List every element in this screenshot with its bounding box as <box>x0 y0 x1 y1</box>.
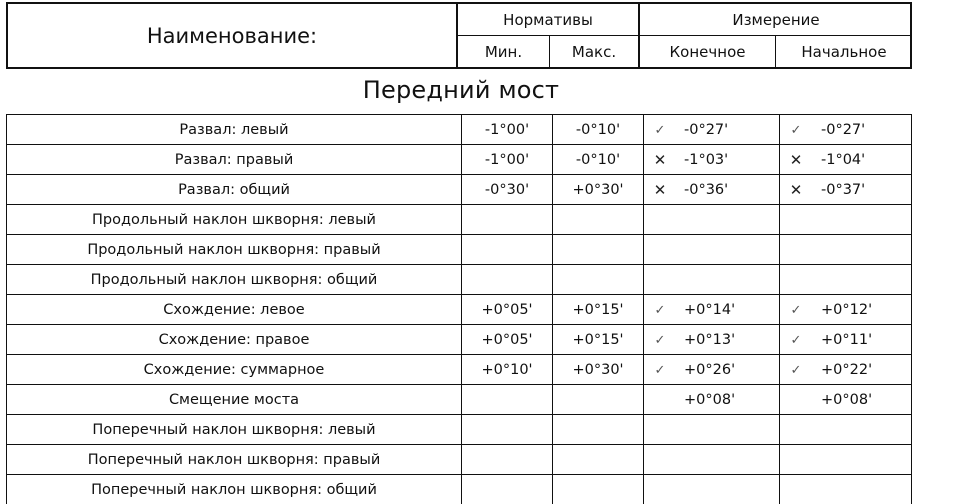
check-mark-icon: ✓ <box>654 122 666 138</box>
parameter-name: Поперечный наклон шкворня: левый <box>7 415 462 445</box>
check-mark-icon: ✓ <box>790 332 802 348</box>
header-name: Наименование: <box>8 4 458 67</box>
initial-measurement-value: -0°37' <box>821 182 866 198</box>
norm-max-value <box>553 445 644 475</box>
check-mark-icon: ✓ <box>790 122 802 138</box>
table-row <box>7 175 911 205</box>
initial-measurement-value: +0°11' <box>821 332 873 348</box>
norm-max-value <box>553 235 644 265</box>
final-measurement-cell <box>644 295 780 325</box>
front-axle-table <box>6 114 912 504</box>
final-measurement-cell <box>644 355 780 385</box>
final-measurement-cell <box>644 115 780 145</box>
initial-measurement-cell <box>780 355 911 385</box>
norm-max-value: +0°30' <box>553 355 644 385</box>
parameter-name: Схождение: суммарное <box>7 355 462 385</box>
parameter-name: Развал: общий <box>7 175 462 205</box>
fail-x-icon: ✕ <box>653 181 667 199</box>
table-row <box>7 385 911 415</box>
final-measurement-cell <box>644 415 780 445</box>
check-mark-icon: ✓ <box>790 302 802 318</box>
initial-measurement-cell <box>780 145 911 175</box>
parameter-name: Продольный наклон шкворня: общий <box>7 265 462 295</box>
initial-measurement-value: +0°22' <box>821 362 873 378</box>
table-row <box>7 235 911 265</box>
final-measurement-cell <box>644 475 780 504</box>
initial-measurement-value: +0°08' <box>821 392 873 408</box>
final-measurement-value: -0°27' <box>684 122 729 138</box>
parameter-name: Смещение моста <box>7 385 462 415</box>
initial-measurement-cell <box>780 265 911 295</box>
table-row <box>7 265 911 295</box>
final-measurement-value: +0°14' <box>684 302 736 318</box>
table-row <box>7 295 911 325</box>
initial-measurement-cell <box>780 475 911 504</box>
initial-measurement-cell <box>780 415 911 445</box>
norm-min-value: +0°10' <box>462 355 553 385</box>
header-final: Конечное <box>640 36 776 67</box>
initial-measurement-cell <box>780 205 911 235</box>
final-measurement-cell <box>644 175 780 205</box>
norm-min-value <box>462 445 553 475</box>
check-mark-icon: ✓ <box>654 302 666 318</box>
table-row <box>7 115 911 145</box>
norm-min-value: +0°05' <box>462 295 553 325</box>
table-header <box>6 2 912 69</box>
initial-measurement-cell <box>780 235 911 265</box>
norm-max-value: -0°10' <box>553 145 644 175</box>
parameter-name: Развал: правый <box>7 145 462 175</box>
final-measurement-cell <box>644 445 780 475</box>
initial-measurement-value: -0°27' <box>821 122 866 138</box>
norm-max-value <box>553 475 644 504</box>
final-measurement-value: -0°36' <box>684 182 729 198</box>
table-row <box>7 325 911 355</box>
parameter-name: Поперечный наклон шкворня: общий <box>7 475 462 504</box>
initial-measurement-cell <box>780 295 911 325</box>
final-measurement-value: -1°03' <box>684 152 729 168</box>
parameter-name: Поперечный наклон шкворня: правый <box>7 445 462 475</box>
header-norms: Нормативы <box>458 4 640 36</box>
norm-max-value <box>553 205 644 235</box>
final-measurement-cell <box>644 325 780 355</box>
norm-min-value: -1°00' <box>462 115 553 145</box>
final-measurement-value: +0°26' <box>684 362 736 378</box>
final-measurement-value: +0°08' <box>684 392 736 408</box>
norm-min-value <box>462 415 553 445</box>
check-mark-icon: ✓ <box>654 332 666 348</box>
table-row <box>7 415 911 445</box>
norm-max-value: +0°30' <box>553 175 644 205</box>
initial-measurement-cell <box>780 385 911 415</box>
fail-x-icon: ✕ <box>653 151 667 169</box>
initial-measurement-value: -1°04' <box>821 152 866 168</box>
norm-max-value: +0°15' <box>553 295 644 325</box>
table-row <box>7 145 911 175</box>
section-title: Передний мост <box>362 76 560 104</box>
header-initial: Начальное <box>801 42 887 61</box>
final-measurement-cell <box>644 265 780 295</box>
norm-max-value: -0°10' <box>553 115 644 145</box>
check-mark-icon: ✓ <box>654 362 666 378</box>
norm-min-value <box>462 235 553 265</box>
initial-measurement-value: +0°12' <box>821 302 873 318</box>
table-row <box>7 475 911 504</box>
fail-x-icon: ✕ <box>789 151 803 169</box>
initial-measurement-cell <box>780 175 911 205</box>
norm-max-value: +0°15' <box>553 325 644 355</box>
norm-max-value <box>553 265 644 295</box>
final-measurement-cell <box>644 385 780 415</box>
final-measurement-cell <box>644 205 780 235</box>
norm-min-value: -1°00' <box>462 145 553 175</box>
header-max: Макс. <box>550 36 640 67</box>
norm-min-value: -0°30' <box>462 175 553 205</box>
initial-measurement-cell <box>780 115 911 145</box>
table-row <box>7 205 911 235</box>
parameter-name: Развал: левый <box>7 115 462 145</box>
norm-min-value <box>462 385 553 415</box>
parameter-name: Продольный наклон шкворня: левый <box>7 205 462 235</box>
table-row <box>7 445 911 475</box>
final-measurement-cell <box>644 145 780 175</box>
norm-min-value <box>462 475 553 504</box>
norm-min-value <box>462 265 553 295</box>
norm-max-value <box>553 415 644 445</box>
initial-measurement-cell <box>780 445 911 475</box>
parameter-name: Продольный наклон шкворня: правый <box>7 235 462 265</box>
norm-min-value <box>462 205 553 235</box>
fail-x-icon: ✕ <box>789 181 803 199</box>
norm-min-value: +0°05' <box>462 325 553 355</box>
header-measurement: Измерение <box>640 4 912 36</box>
table-row <box>7 355 911 385</box>
check-mark-icon: ✓ <box>790 362 802 378</box>
parameter-name: Схождение: левое <box>7 295 462 325</box>
header-min: Мин. <box>458 36 550 67</box>
norm-max-value <box>553 385 644 415</box>
final-measurement-cell <box>644 235 780 265</box>
final-measurement-value: +0°13' <box>684 332 736 348</box>
parameter-name: Схождение: правое <box>7 325 462 355</box>
initial-measurement-cell <box>780 325 911 355</box>
